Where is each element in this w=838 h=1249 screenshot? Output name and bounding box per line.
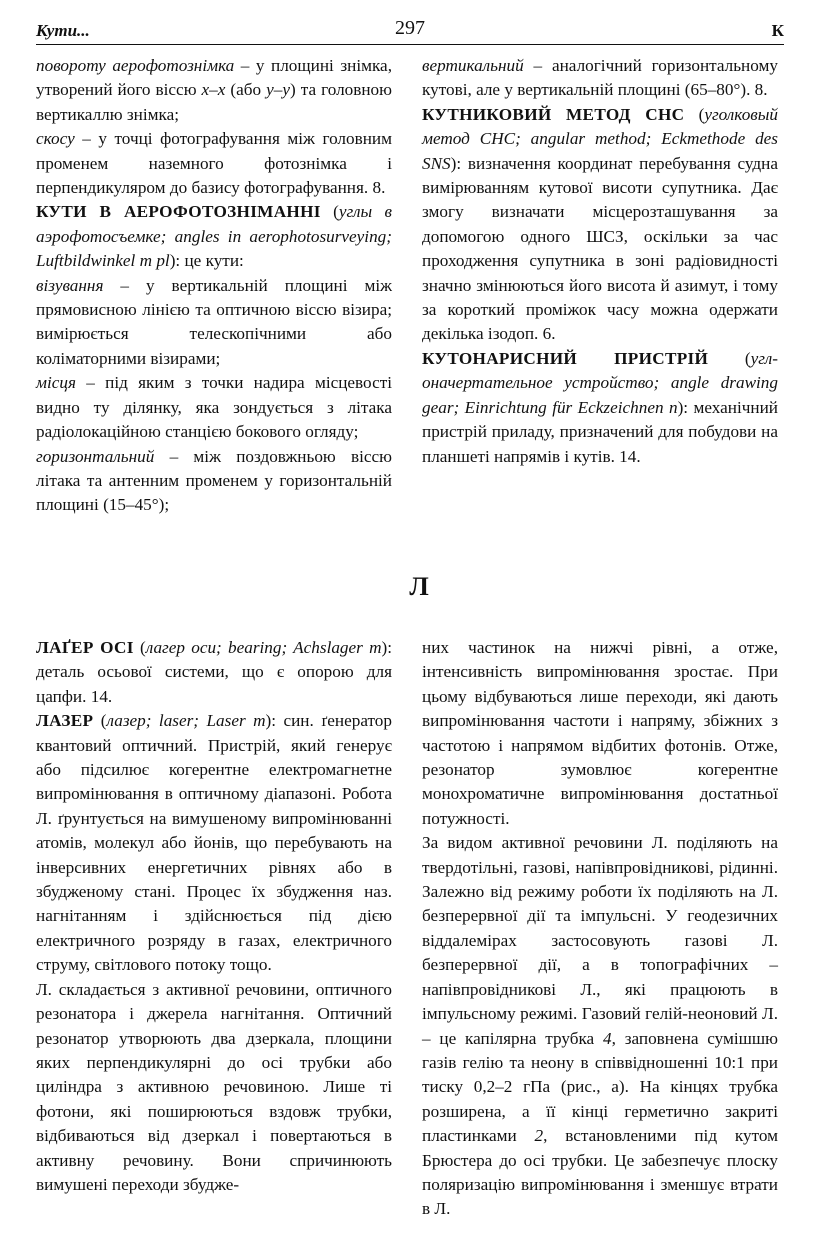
headword: КУТНИКОВИЙ МЕТОД СНС [422, 104, 685, 124]
entry-paragraph: них частинок на нижчі рівні, а отже, інтенсивність випромінювання зростає. При цьому відбуваються лише переходи, які дають випромінювання частоти і напряму, збіжних з частотою і напрямом відбитих фотонів. Отже, резонатор зумовлює когерентне монохроматичне випромінювання достатньої потужності. [422, 638, 778, 828]
column-top-right [422, 54, 778, 469]
column-top-left [36, 54, 392, 518]
entry-paragraph: За видом активної речовини Л. поділяють на твердотільні, газові, напівпровідникові, рідинні. Залежно від режиму роботи їх поділяють на Л. безперервної дії та імпульсні. У геодезичних віддалемірах застосовують газові Л. безперервної дії, а в топографічних – напівпровідникові Л., які працюють в імпульсному режимі. Газовий гелій-неоновий Л. – це капілярна трубка 4, заповнена сумішшю газів гелію та неону в співвідношенні 10:1 при тиску 0,2–2 гПа (рис., а). На кінцях трубка розширена, а її кінці герметично закриті пластинками 2, встановленими під кутом Брюстера до осі трубки. Це забезпечує плоску поляризацію випромінювання і зменшує втрати в Л. [422, 833, 778, 1219]
dictionary-entry: КУТОНАРИСНИЙ ПРИСТРІЙ (углоначертательное устройство; angle drawing gear; Einrichtung für Eckzeichnen n): механічний пристрій приладу, призначений для побудови на планшеті напрямів і кутів. 14. [422, 348, 778, 466]
dictionary-entry: ЛАЗЕР (лазер; laser; Laser m): син. ґенератор квантовий оптичний. Пристрій, який генерує або підсилює когерентне електромагнетне випромінювання в оптичному діапазоні. Робота Л. ґрунтується на вимушеному випромінюванні атомів, молекул або йонів, що перебувають на інверсивних енергетичних рівнях або в збудженому стані. Процес їх збудження наз. нагнітанням і здійснюється під дією електричного розряду в газах, електричного струму, світлового потоку тощо. [36, 711, 392, 975]
entry-paragraph: Л. складається з активної речовини, оптичного резонатора і джерела нагнітання. Оптичний резонатор утворюють два дзеркала, площини яких перпендикулярні до осі трубки або циліндра з активною речовиною. Лише ті фотони, які поширюються вздовж трубки, відбиваються від дзеркал і повертаються в активну речовину. Вони спричинюють вимушені переходи збудже- [36, 979, 392, 1194]
headword: КУТИ В АЕРОФОТОЗНІМАННІ [36, 202, 321, 222]
dictionary-entry: КУТИ В АЕРОФОТОЗНІМАННІ (углы в аэрофотосъемке; angles in aerophotosurveying; Luftbildwinkel m pl): це кути: [36, 202, 393, 271]
headword: КУТОНАРИСНИЙ ПРИСТРІЙ [422, 348, 709, 368]
entry-subitem: місця – під яким з точки надира місцевості видно ту ділянку, яка зондується з літака радіолокаційною станцією бокового огляду; [36, 373, 392, 442]
column-bottom-right [422, 636, 778, 1222]
headword: ЛАҐЕР ОСІ [36, 638, 134, 657]
dictionary-entry: КУТНИКОВИЙ МЕТОД СНС (уголковый метод СНС; angular method; Eckmethode des SNS): визначення координат перебування судна вимірюванням кутової висоти супутника. Дає змогу визначати місцерозташування за допомогою одного ШСЗ, оскільки за час проходження супутника в зоні радіовидності значно змінюються його висота й азимут, і тому за короткий проміжок часу можна одержати декілька ізодоп. 6. [422, 104, 778, 344]
entry-subitem: скосу – у точці фотографування між головним променем наземного фотознімка і перпендикуляром до базису фотографування. 8. [36, 129, 392, 198]
page-header [36, 16, 784, 45]
dictionary-entry: ЛАҐЕР ОСІ (лагер оси; bearing; Achslager m): деталь осьової системи, що є опорою для цапфи. 14. [36, 638, 393, 706]
section-letter-heading: Л [409, 572, 429, 601]
column-bottom-left [36, 636, 392, 1197]
header-section-letter: К [771, 21, 784, 40]
entry-subitem: горизонтальний – між поздовжньою віссю літака та антенним променем у горизонтальній площині (15–45°); [36, 446, 392, 515]
entry-subitem: повороту аерофотознімка – у площині знімка, утворений його віссю x–x (або y–y) та головною вертикаллю знімка; [36, 56, 392, 124]
headword: ЛАЗЕР [36, 711, 94, 731]
entry-subitem: вертикальний – аналогічний горизонтальному кутові, але у вертикальній площині (65–80°). 8. [422, 56, 778, 100]
entry-subitem: візування – у вертикальній площині між прямовисною лінією та оптичною віссю візира; вимірюється телескопічними або коліматорними візирами; [36, 275, 392, 368]
page-number: 297 [395, 17, 425, 39]
running-head: Кути... [36, 21, 90, 40]
